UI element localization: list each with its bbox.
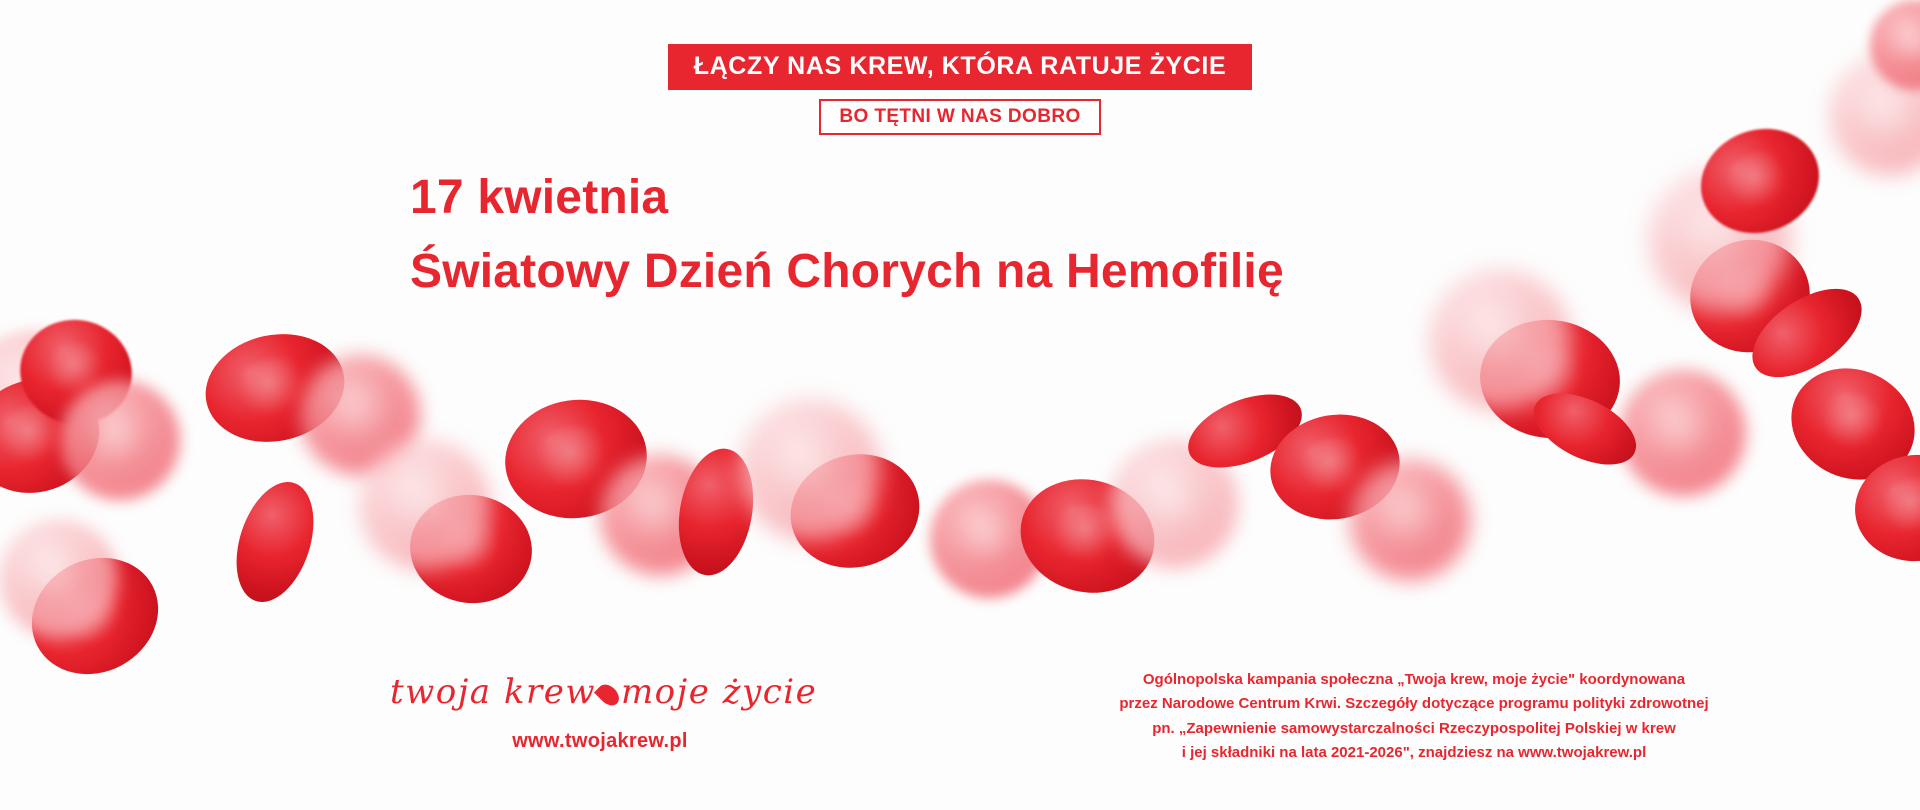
blood-cell-icon	[1474, 313, 1626, 445]
blood-cell-icon	[669, 443, 762, 582]
blood-cell-icon	[930, 480, 1048, 598]
logo-url: www.twojakrew.pl	[512, 730, 688, 752]
blood-cell-icon	[1430, 270, 1570, 410]
footer-disclaimer	[1094, 668, 1734, 765]
blood-cell-icon	[1178, 380, 1312, 482]
blood-cell-icon	[1850, 449, 1920, 567]
slogan-main-bar: ŁĄCZY NAS KREW, KTÓRA RATUJE ŻYCIE	[668, 44, 1252, 90]
logo-text-before: twoja krew	[390, 672, 596, 712]
blood-cell-icon	[403, 487, 539, 611]
logo-wordmark	[390, 672, 817, 712]
blood-cell-icon	[1650, 170, 1790, 310]
blood-cell-icon	[1678, 227, 1822, 365]
slogan-sub-wrap	[0, 99, 1920, 135]
blood-cell-icon	[1620, 370, 1746, 496]
blood-cell-icon	[0, 363, 114, 510]
blood-cell-icon	[223, 472, 328, 612]
logo-text-after: moje życie	[620, 672, 818, 712]
blood-cell-icon	[10, 309, 141, 434]
blood-drop-icon	[594, 681, 623, 710]
blood-cell-icon	[1350, 460, 1470, 580]
blood-cell-icon	[1737, 271, 1877, 395]
blood-cell-icon	[740, 400, 880, 540]
blood-cell-icon	[1262, 405, 1408, 530]
blood-cell-icon	[497, 391, 654, 528]
slogan-header	[0, 44, 1920, 135]
blood-cell-icon	[1110, 440, 1238, 568]
blood-cell-icon	[11, 536, 178, 696]
blood-cell-icon	[196, 322, 355, 455]
blood-cell-icon	[1773, 349, 1920, 499]
blood-cell-icon	[300, 355, 420, 475]
footer-line: i jej składniki na lata 2021-2026", znajdziesz na www.twojakrew.pl	[1181, 743, 1647, 761]
blood-cell-icon	[1008, 465, 1166, 606]
event-title: Światowy Dzień Chorych na Hemofilię	[410, 245, 1284, 298]
blood-cell-icon	[60, 380, 180, 500]
event-date: 17 kwietnia	[410, 171, 669, 224]
blood-cell-icon	[777, 439, 933, 582]
blood-cell-icon	[600, 455, 720, 575]
blood-cell-icon	[1523, 379, 1647, 479]
footer-line: przez Narodowe Centrum Krwi. Szczegóły dotyczące programu polityki zdrowotnej	[1119, 695, 1709, 713]
footer-line: pn. „Zapewnienie samowystarczalności Rzeczypospolitej Polskiej w krew	[1152, 719, 1676, 737]
page-title	[410, 168, 1284, 302]
campaign-logo	[390, 672, 818, 753]
footer-line: Ogólnopolska kampania społeczna „Twoja krew, moje życie" koordynowana	[1142, 671, 1686, 688]
blood-cell-icon	[0, 520, 118, 638]
blood-cell-icon	[360, 440, 490, 570]
slogan-sub-bar: BO TĘTNI W NAS DOBRO	[819, 99, 1100, 135]
blood-cell-icon	[0, 330, 110, 480]
